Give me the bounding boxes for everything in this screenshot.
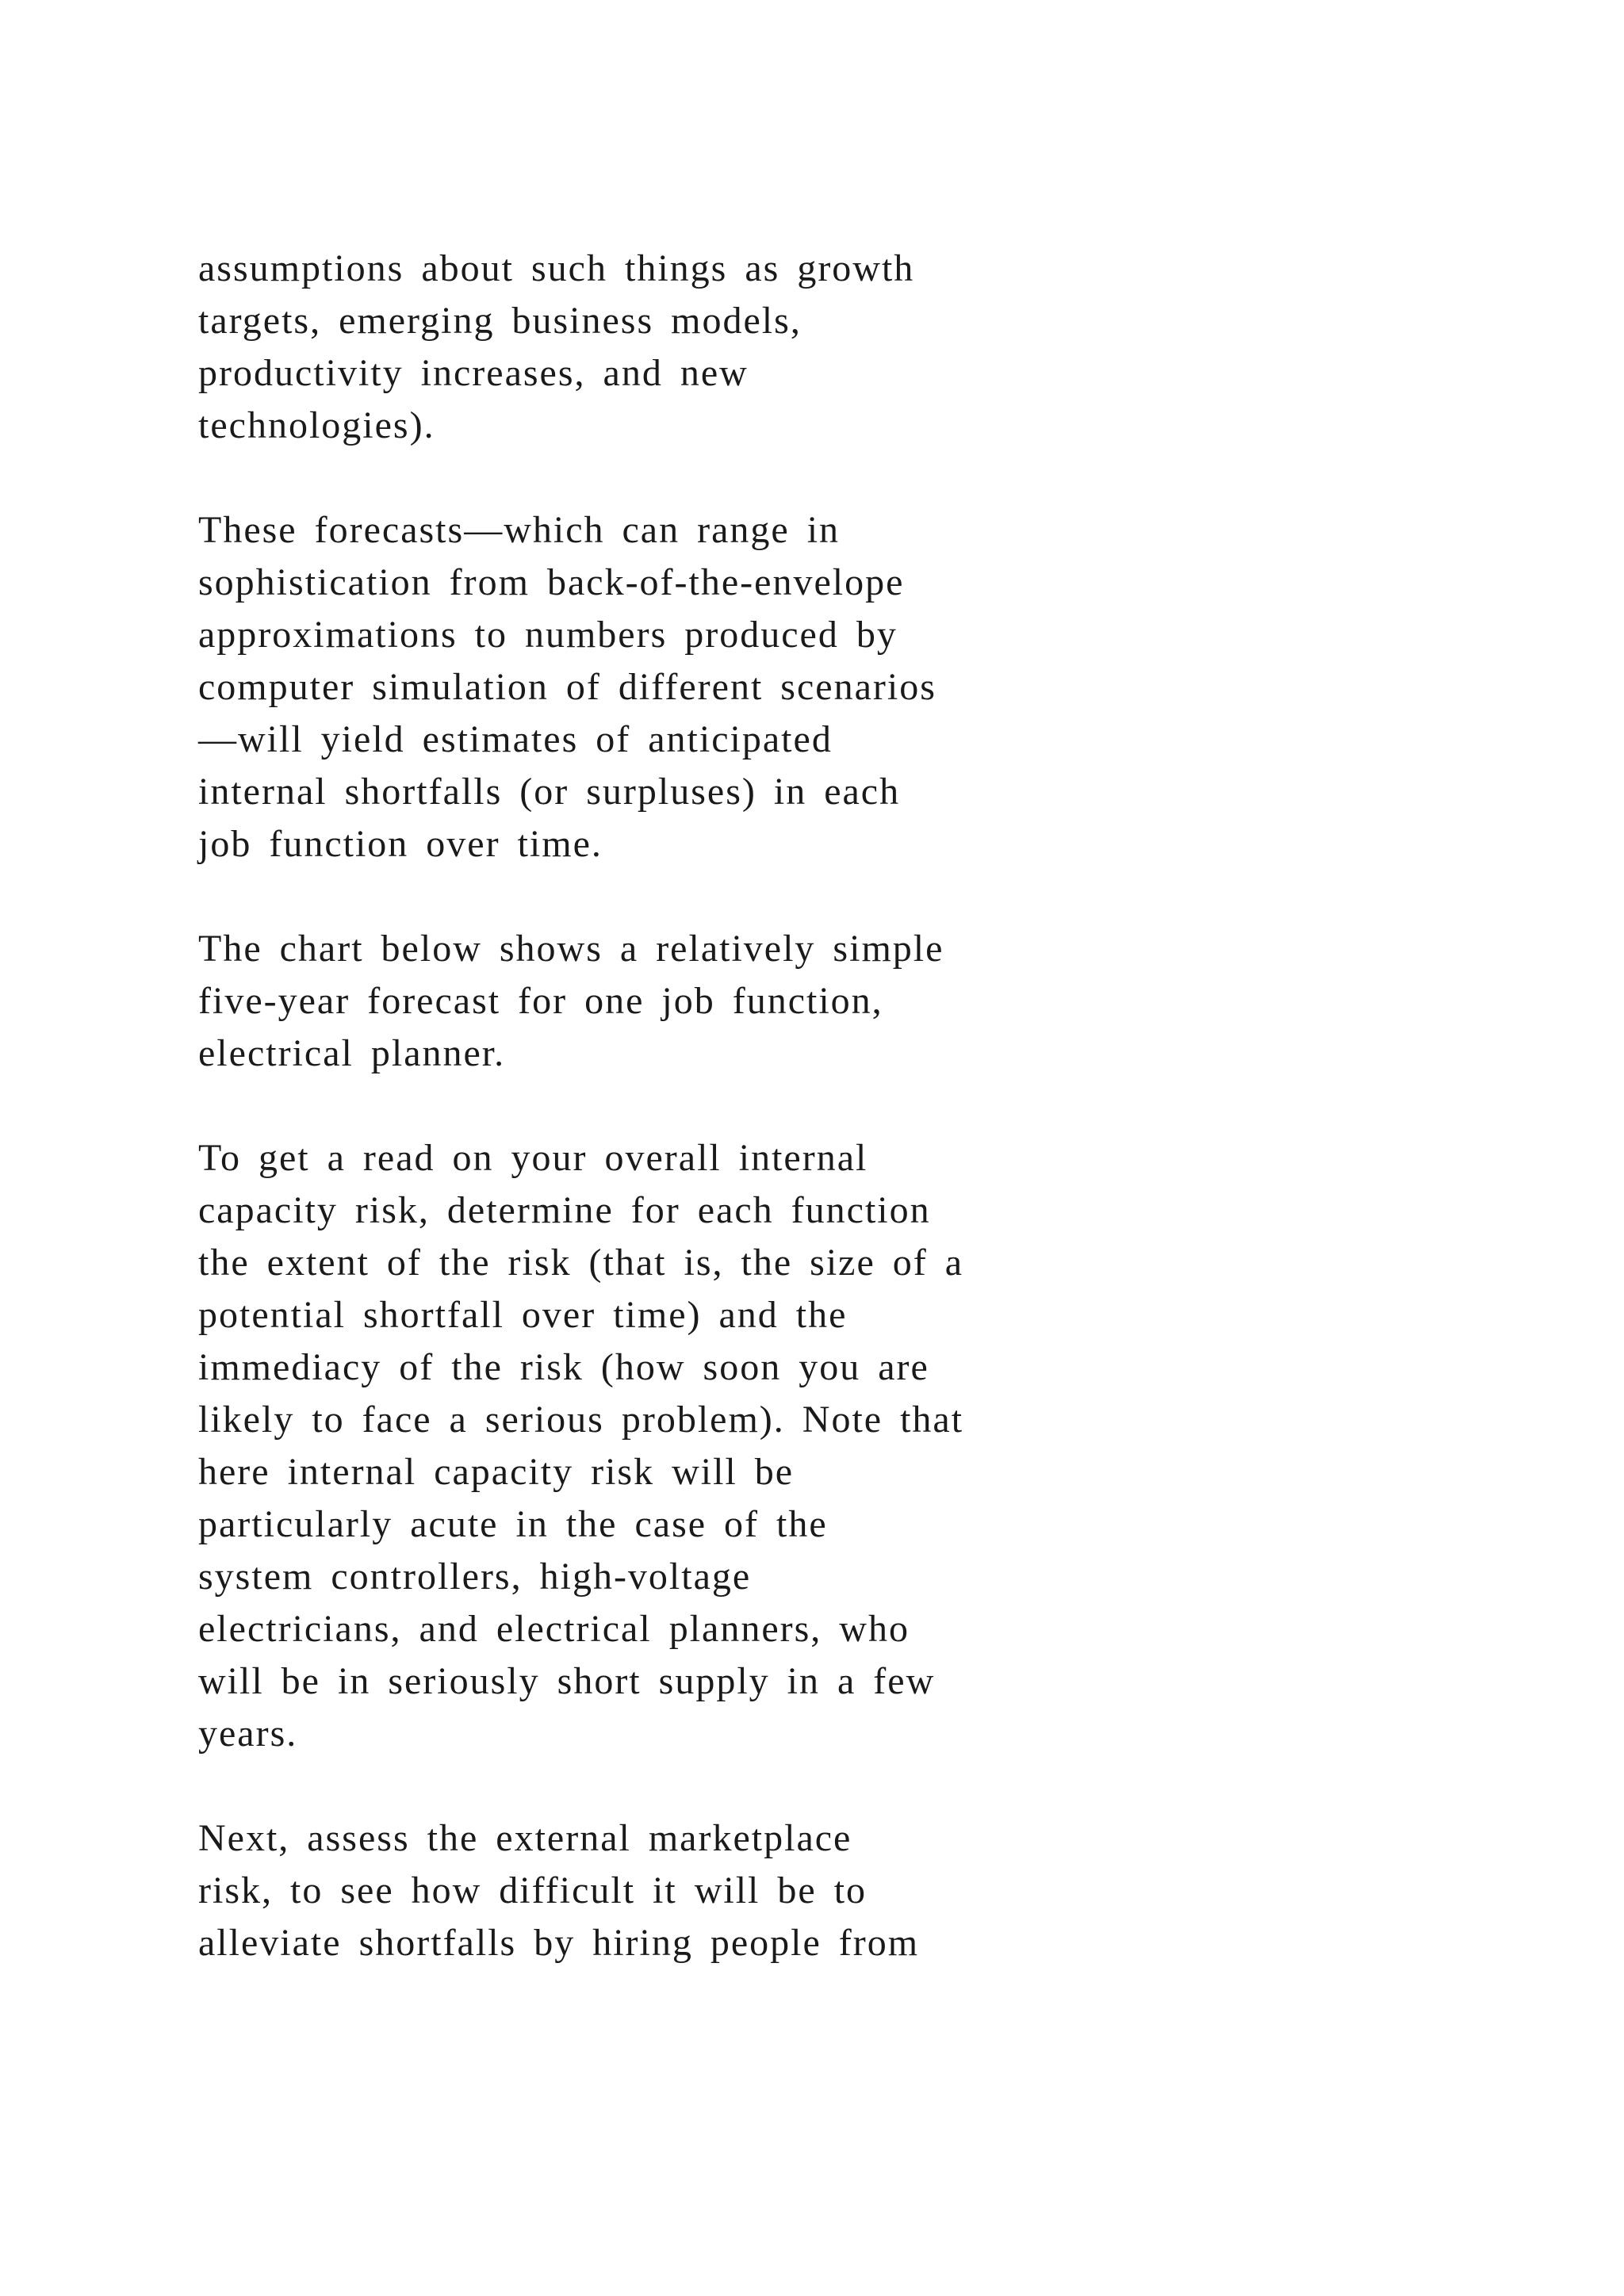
text-line: potential shortfall over time) and the	[198, 1294, 848, 1336]
paragraph-5	[198, 1812, 1507, 1969]
text-line: targets, emerging business models,	[198, 300, 802, 342]
text-line: here internal capacity risk will be	[198, 1451, 795, 1493]
body-text	[198, 243, 1507, 2022]
text-line: immediacy of the risk (how soon you are	[198, 1346, 929, 1388]
text-line: To get a read on your overall internal	[198, 1137, 868, 1179]
text-line: capacity risk, determine for each function	[198, 1189, 931, 1231]
text-line: will be in seriously short supply in a few	[198, 1660, 936, 1702]
text-line: job function over time.	[198, 823, 603, 865]
text-line: Next, assess the external marketplace	[198, 1817, 852, 1859]
text-line: system controllers, high-voltage	[198, 1556, 752, 1598]
paragraph-4	[198, 1132, 1507, 1760]
text-line: risk, to see how difficult it will be to	[198, 1869, 868, 1911]
paragraph-3	[198, 923, 1507, 1080]
text-line: sophistication from back-of-the-envelope	[198, 561, 905, 603]
text-line: years.	[198, 1712, 298, 1755]
text-line: approximations to numbers produced by	[198, 614, 898, 656]
text-line: —will yield estimates of anticipated	[198, 718, 833, 760]
text-line: the extent of the risk (that is, the size of a	[198, 1242, 964, 1284]
text-line: internal shortfalls (or surpluses) in each	[198, 771, 901, 813]
text-line: technologies).	[198, 404, 435, 446]
text-line: five-year forecast for one job function,	[198, 980, 883, 1022]
text-line: likely to face a serious problem). Note that	[198, 1399, 964, 1441]
text-line: electrical planner.	[198, 1032, 506, 1074]
text-line: computer simulation of different scenarios	[198, 666, 936, 708]
paragraph-2	[198, 504, 1507, 871]
text-line: particularly acute in the case of the	[198, 1503, 828, 1545]
paragraph-1	[198, 243, 1507, 452]
text-line: The chart below shows a relatively simple	[198, 928, 944, 970]
text-line: These forecasts—which can range in	[198, 509, 841, 551]
text-line: electricians, and electrical planners, who	[198, 1608, 910, 1650]
text-line: productivity increases, and new	[198, 352, 749, 394]
text-line: assumptions about such things as growth	[198, 247, 915, 289]
text-line: alleviate shortfalls by hiring people from	[198, 1922, 920, 1964]
